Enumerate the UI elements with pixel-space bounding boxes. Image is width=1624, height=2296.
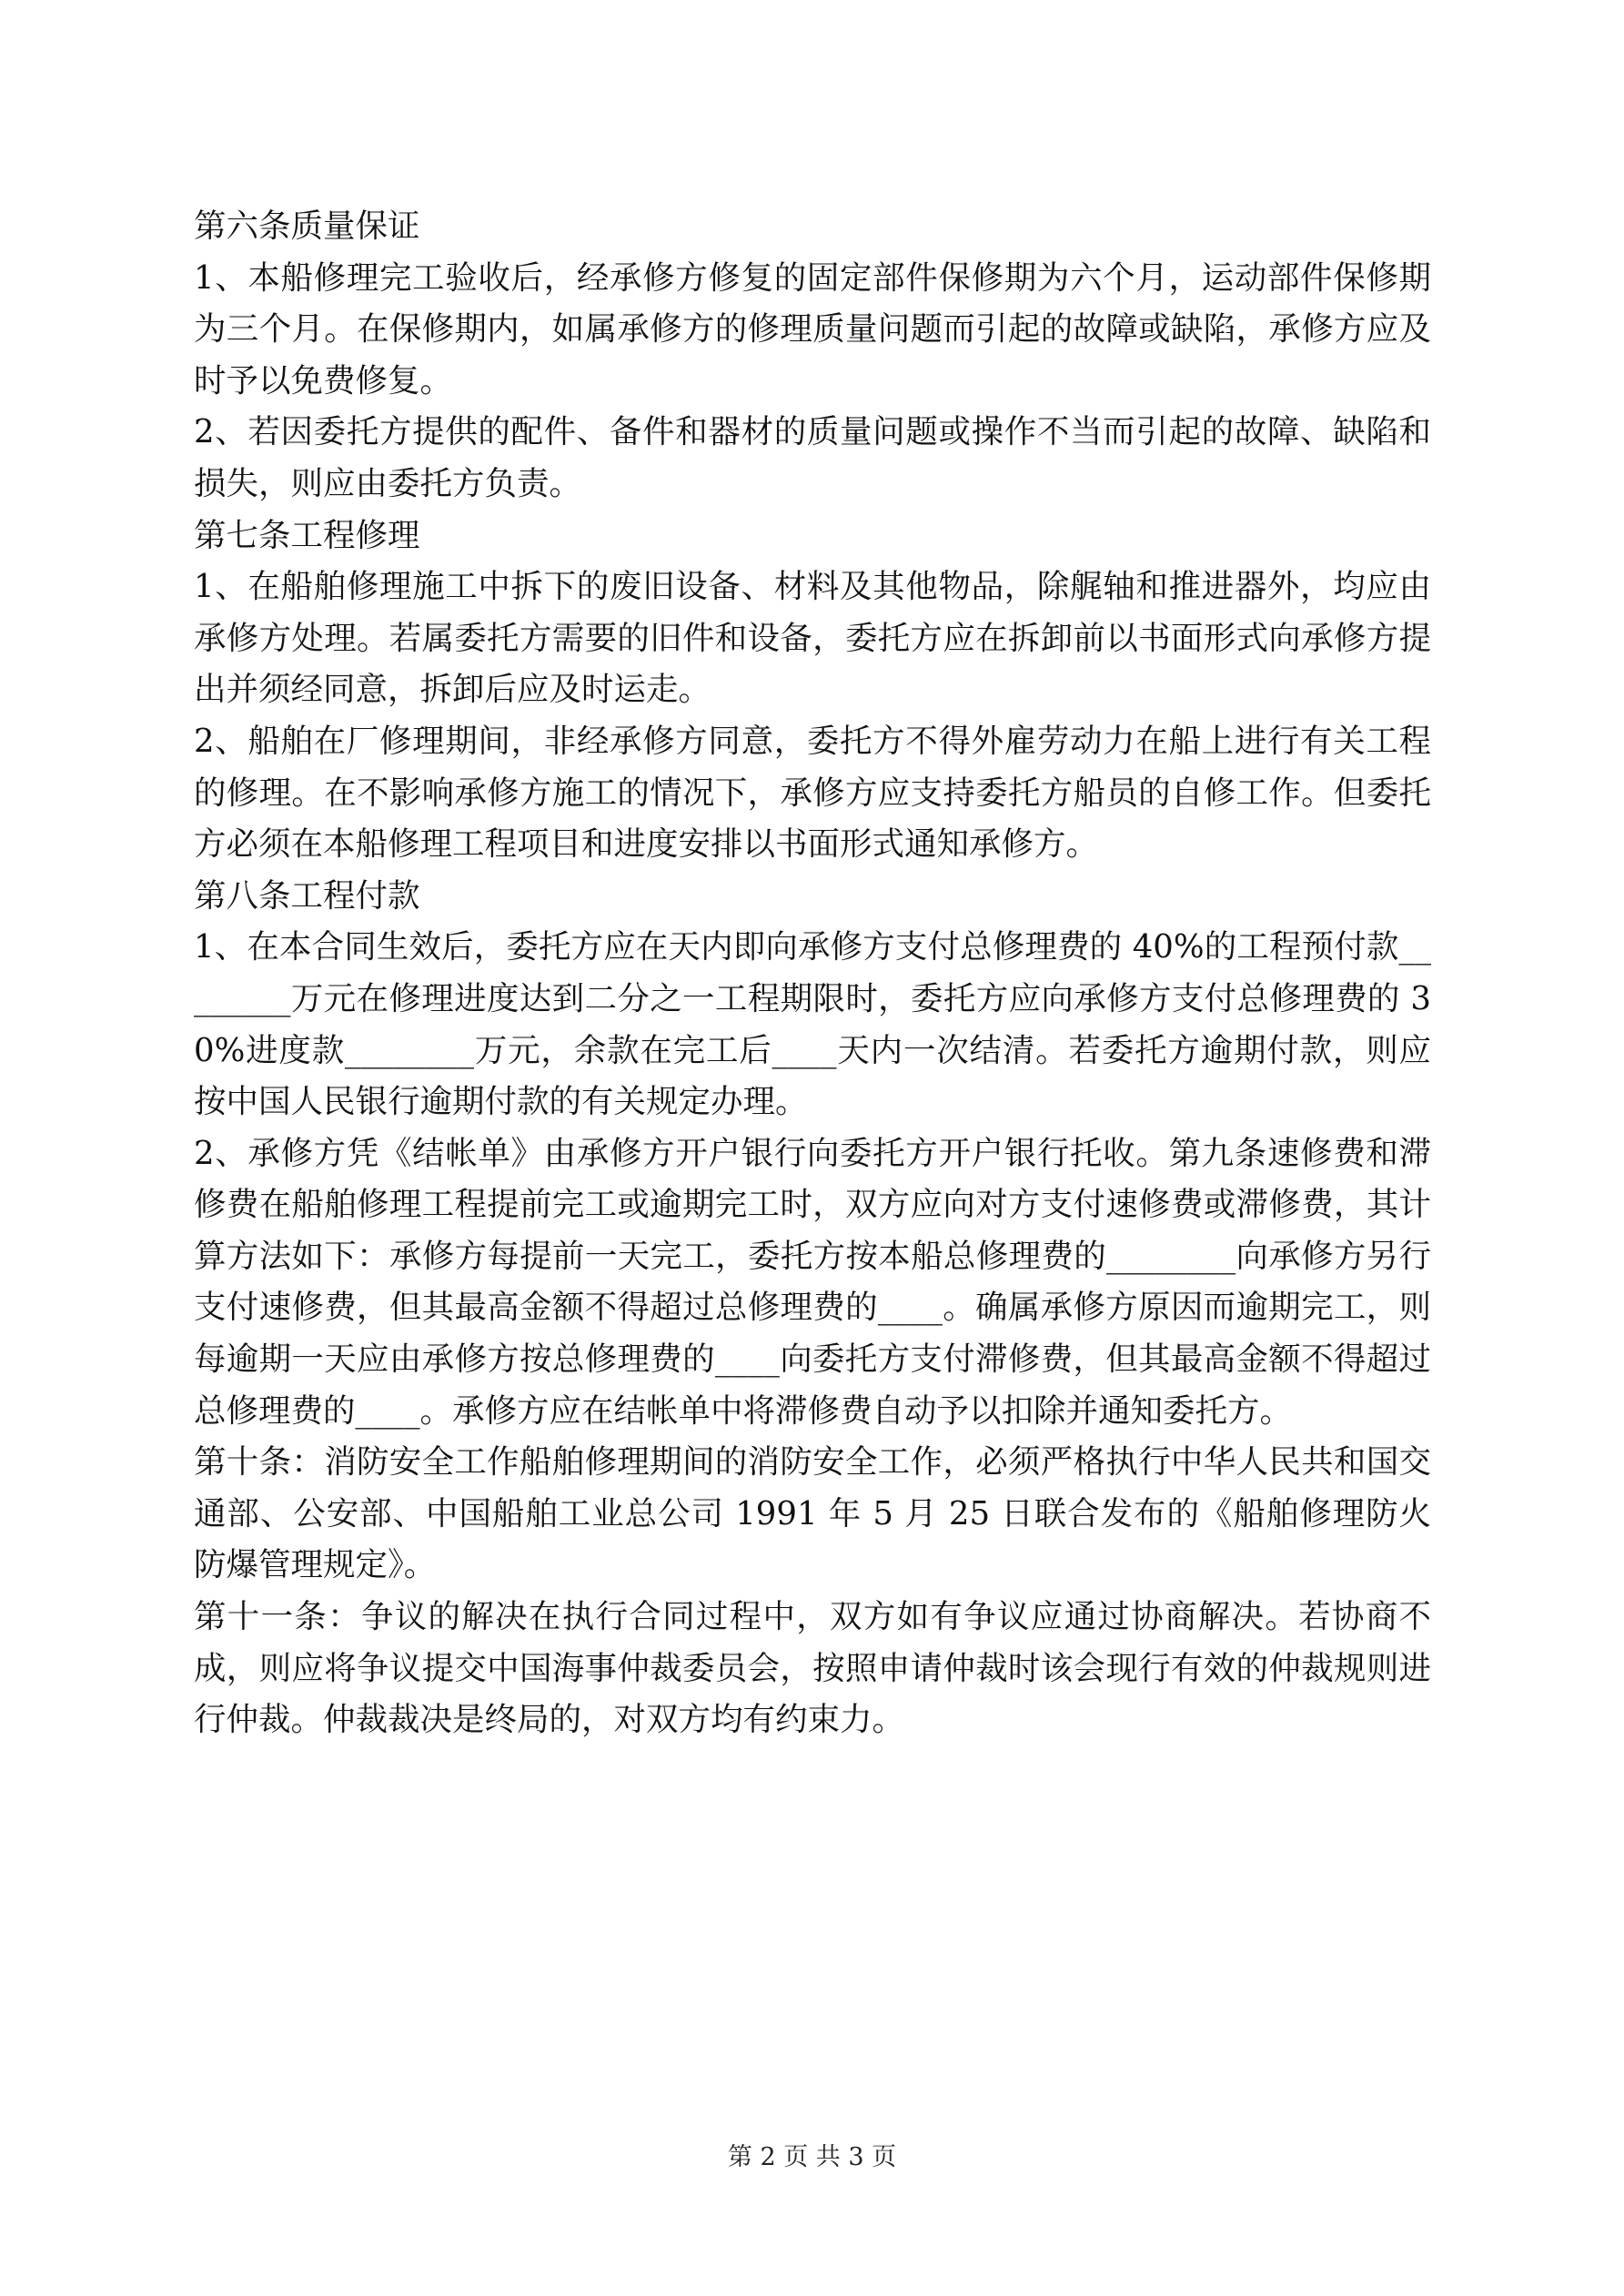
document-body <box>194 201 1431 1746</box>
paragraph: 2、承修方凭《结帐单》由承修方开户银行向委托方开户银行托收。第九条速修费和滞修费在船舶修理工程提前完工或逾期完工时，双方应向对方支付速修费或滞修费，其计算方法如下：承修方每提前一天完工，委托方按本船总修理费的________向承修方另行支付速修费，但其最高金额不得超过总修理费的____。确属承修方原因而逾期完工，则每逾期一天应由承修方按总修理费的____向委托方支付滞修费，但其最高金额不得超过总修理费的____。承修方应在结帐单中将滞修费自动予以扣除并通知委托方。 <box>194 1134 1431 1430</box>
paragraph-article-10: 第十条：消防安全工作船舶修理期间的消防安全工作，必须严格执行中华人民共和国交通部、公安部、中国船舶工业总公司 1991 年 5 月 25 日联合发布的《船舶修理防火防爆管理规定》。 <box>194 1443 1431 1584</box>
section-heading-7: 第七条工程修理 <box>194 516 420 554</box>
section-heading-8: 第八条工程付款 <box>194 876 420 915</box>
paragraph: 1、在本合同生效后，委托方应在天内即向承修方支付总修理费的 40%的工程预付款________万元在修理进度达到二分之一工程期限时，委托方应向承修方支付总修理费的 30%进度款________万元，余款在完工后____天内一次结清。若委托方逾期付款，则应按中国人民银行逾期付款的有关规定办理。 <box>194 928 1431 1121</box>
paragraph: 1、本船修理完工验收后，经承修方修复的固定部件保修期为六个月，运动部件保修期为三个月。在保修期内，如属承修方的修理质量问题而引起的故障或缺陷，承修方应及时予以免费修复。 <box>194 258 1431 400</box>
section-heading-6: 第六条质量保证 <box>194 207 420 245</box>
paragraph: 2、船舶在厂修理期间，非经承修方同意，委托方不得外雇劳动力在船上进行有关工程的修理。在不影响承修方施工的情况下，承修方应支持委托方船员的自修工作。但委托方必须在本船修理工程项目和进度安排以书面形式通知承修方。 <box>194 722 1431 864</box>
paragraph-article-11: 第十一条：争议的解决在执行合同过程中，双方如有争议应通过协商解决。若协商不成，则应将争议提交中国海事仲裁委员会，按照申请仲裁时该会现行有效的仲裁规则进行仲裁。仲裁裁决是终局的，对双方均有约束力。 <box>194 1598 1431 1739</box>
page-footer: 第 2 页 共 3 页 <box>727 2143 897 2171</box>
paragraph: 1、在船舶修理施工中拆下的废旧设备、材料及其他物品，除艉轴和推进器外，均应由承修方处理。若属委托方需要的旧件和设备，委托方应在拆卸前以书面形式向承修方提出并须经同意，拆卸后应及时运走。 <box>194 568 1431 709</box>
paragraph: 2、若因委托方提供的配件、备件和器材的质量问题或操作不当而引起的故障、缺陷和损失，则应由委托方负责。 <box>194 413 1431 502</box>
